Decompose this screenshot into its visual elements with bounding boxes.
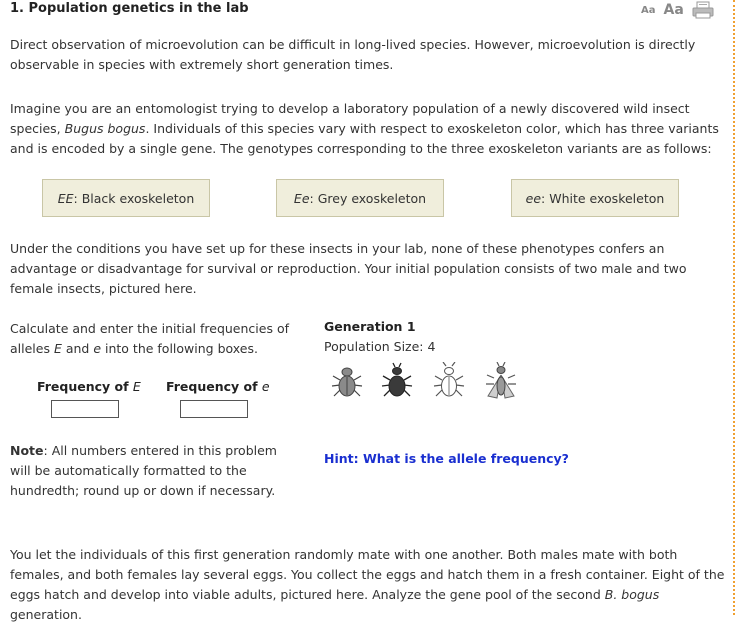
freq-e-label [166,379,270,394]
note-label: Note [10,443,44,458]
allele-e-label: e [93,341,102,356]
freq-e-allele: e [261,379,270,394]
phenotype-label: : Grey exoskeleton [309,190,427,206]
freq-E-allele: E [132,379,141,394]
task-text-a: alleles [10,341,54,356]
phenotype-label: : Black exoskeleton [73,190,195,206]
task-text-c: into the following boxes. [101,341,258,356]
scenario-text-a: Imagine you are an entomologist trying to develop a laboratory population of a newly discovered wild insect species, [10,101,690,136]
font-decrease-button[interactable]: Aa [641,4,656,16]
font-increase-button[interactable]: Aa [663,2,684,18]
genotype-label: Ee [293,190,310,206]
toolbar [641,0,714,20]
species-name: Bugus bogus [64,121,146,136]
page-border [733,0,735,615]
intro-paragraph: Direct observation of microevolution can be difficult in long-lived species. However, microevolution is directly observable in species with extremely short generation times. [10,37,696,72]
task-instructions [10,319,300,359]
species-short-name: B. bogus [604,587,660,602]
genotype-label: ee [525,190,542,206]
insect-grey-icon [330,362,364,400]
freq-E-input[interactable] [51,400,119,418]
task-text-b: and [61,341,94,356]
question-title: 1. Population genetics in the lab [10,1,249,16]
genotype-box-EE [42,179,210,217]
insect-black-icon [380,362,414,400]
insect-winged-icon [482,362,520,402]
generation-title: Generation 1 [324,319,416,334]
allele-E-label: E [53,341,62,356]
freq-e-label-text: Frequency of [166,379,262,394]
note-paragraph [10,441,300,501]
note-text: : All numbers entered in this problem will be automatically formatted to the hundredth; round up or down if necessary. [10,443,277,498]
mating-paragraph [10,545,728,625]
freq-e-input[interactable] [180,400,248,418]
task-line-1: Calculate and enter the initial frequencies of [10,321,289,336]
mating-text-a: You let the individuals of this first generation randomly mate with one another. Both males mate with both females, and both females lay several eggs. You collect the eggs and hatch them in a fresh container. Eight of the eggs hatch and develop into viable adults, pictured here. Analyze the gene pool of the second [10,547,725,602]
population-size: Population Size: 4 [324,339,436,354]
freq-E-label [37,379,141,394]
genotype-label: EE [57,190,74,206]
scenario-paragraph [10,99,728,159]
scenario-text-b: . Individuals of this species vary with respect to exoskeleton color, which has three variants and is encoded by a single gene. The genotypes corresponding to the three exoskeleton variants are as follows: [10,121,719,156]
insect-white-icon [432,362,466,400]
phenotype-label: : White exoskeleton [541,190,665,206]
mating-text-b: generation. [10,607,82,622]
print-icon[interactable] [692,1,714,19]
freq-E-label-text: Frequency of [37,379,133,394]
genotype-box-ee [511,179,679,217]
genotype-box-Ee [276,179,444,217]
conditions-paragraph: Under the conditions you have set up for these insects in your lab, none of these phenotypes confers an advantage or disadvantage for survival or reproduction. Your initial population consists of two male and two female insects, pictured here. [10,241,687,296]
hint-link[interactable]: Hint: What is the allele frequency? [324,451,569,466]
